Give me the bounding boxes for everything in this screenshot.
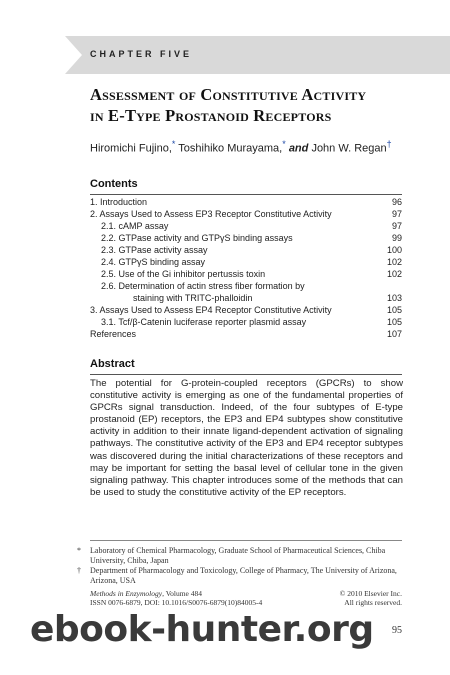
toc-entry-title: 2.6. Determination of actin stress fiber formation by bbox=[101, 281, 305, 291]
toc-entry[interactable] bbox=[90, 328, 402, 340]
affiliation-footnotes bbox=[77, 546, 403, 586]
author-2: Toshihiko Murayama, bbox=[178, 142, 283, 155]
toc-entry-title: 2. Assays Used to Assess EP3 Receptor Constitutive Activity bbox=[90, 209, 332, 219]
author-list bbox=[90, 139, 440, 155]
author-3: John W. Regan bbox=[311, 142, 387, 155]
publication-info bbox=[90, 589, 402, 607]
footnote-symbol: * bbox=[77, 546, 81, 555]
toc-entry-page: 105 bbox=[386, 305, 402, 315]
toc-entry[interactable] bbox=[90, 280, 402, 292]
contents-divider bbox=[90, 194, 402, 195]
toc-entry[interactable] bbox=[90, 232, 402, 244]
toc-entry[interactable] bbox=[90, 268, 402, 280]
chapter-banner-notch bbox=[65, 36, 82, 74]
toc-entry-title: References bbox=[90, 329, 137, 339]
toc-entry[interactable] bbox=[90, 220, 402, 232]
author-2-affiliation-mark: * bbox=[282, 139, 286, 149]
page-number: 95 bbox=[392, 625, 402, 636]
footnote-text: Laboratory of Chemical Pharmacology, Graduate School of Pharmaceutical Sciences, Chiba University, Chiba, Japan bbox=[90, 546, 386, 565]
footnote bbox=[77, 546, 403, 565]
toc-entry-page bbox=[382, 280, 402, 292]
toc-entry-page: 102 bbox=[386, 269, 402, 279]
toc-entry-page: 105 bbox=[386, 317, 402, 327]
chapter-title bbox=[90, 84, 440, 126]
toc-entry-title: 2.5. Use of the Gi inhibitor pertussis toxin bbox=[101, 269, 266, 279]
table-of-contents bbox=[90, 196, 402, 340]
toc-entry-page: 102 bbox=[386, 257, 402, 267]
toc-entry-page: 100 bbox=[386, 245, 402, 255]
chapter-title-line-2: in E-Type Prostanoid Receptors bbox=[90, 106, 332, 125]
toc-entry-page: 107 bbox=[386, 329, 402, 339]
toc-entry-page: 96 bbox=[391, 197, 402, 207]
toc-entry[interactable] bbox=[90, 244, 402, 256]
toc-entry[interactable] bbox=[90, 316, 402, 328]
toc-entry-title: 3.1. Tcf/β-Catenin luciferase reporter plasmid assay bbox=[101, 317, 307, 327]
abstract-heading: Abstract bbox=[90, 358, 135, 370]
author-1: Hiromichi Fujino, bbox=[90, 142, 172, 155]
toc-entry[interactable] bbox=[90, 208, 402, 220]
footnote bbox=[77, 566, 403, 585]
toc-entry-page: 97 bbox=[391, 221, 402, 231]
footnote-symbol: † bbox=[77, 566, 81, 576]
toc-entry-page: 99 bbox=[391, 233, 402, 243]
toc-entry-title: 1. Introduction bbox=[90, 197, 148, 207]
toc-entry-page: 97 bbox=[391, 209, 402, 219]
abstract-divider bbox=[90, 374, 402, 375]
author-1-affiliation-mark: * bbox=[171, 139, 176, 149]
toc-entry-title: 2.2. GTPase activity and GTPγS binding assays bbox=[101, 233, 293, 243]
journal-volume: , Volume 484 bbox=[162, 589, 203, 598]
watermark: ebook-hunter.org bbox=[30, 609, 374, 650]
copyright-notice: © 2010 Elsevier Inc. bbox=[339, 589, 402, 598]
chapter-label: CHAPTER FIVE bbox=[90, 49, 193, 59]
author-3-affiliation-mark: † bbox=[386, 139, 392, 149]
toc-entry-title: 2.3. GTPase activity assay bbox=[101, 245, 208, 255]
footnote-divider bbox=[90, 540, 402, 541]
toc-entry[interactable] bbox=[90, 304, 402, 316]
toc-entry-page: 103 bbox=[386, 293, 402, 303]
author-conjunction: and bbox=[288, 142, 309, 155]
footnote-text: Department of Pharmacology and Toxicology, College of Pharmacy, The University of Arizona, Arizona, USA bbox=[90, 566, 397, 585]
rights-notice: All rights reserved. bbox=[344, 598, 402, 607]
issn-doi: ISSN 0076-6879, DOI: 10.1016/S0076-6879(10)84005-4 bbox=[90, 598, 263, 607]
toc-entry-continuation[interactable] bbox=[90, 292, 402, 304]
toc-entry[interactable] bbox=[90, 256, 402, 268]
abstract-body: The potential for G-protein-coupled receptors (GPCRs) to show constitutive activity is emerging as one of the fundamental properties of GPCRs signal transduction. Indeed, of the four subtypes of E-type prostanoid (EP) receptors, the EP3 and EP4 subtypes show constitutive activity in addition to their innate ligand-dependent activation of signaling pathways. The constitutive activity of the EP3 and EP4 receptor subtypes was discovered during the initial characterizations of these receptors and may be important for setting the basal level of cellular tone in the given signaling pathway. This chapter introduces some of the methods that can be used to study the constitutive activity of the EP receptors. bbox=[90, 378, 403, 498]
contents-heading: Contents bbox=[90, 178, 138, 190]
journal-name: Methods in Enzymology bbox=[90, 589, 163, 598]
toc-entry[interactable] bbox=[90, 196, 402, 208]
toc-entry-title: staining with TRITC-phalloidin bbox=[133, 293, 253, 303]
toc-entry-title: 2.4. GTPγS binding assay bbox=[101, 257, 206, 267]
chapter-title-line-1: Assessment of Constitutive Activity bbox=[90, 85, 367, 104]
toc-entry-title: 3. Assays Used to Assess EP4 Receptor Constitutive Activity bbox=[90, 305, 332, 315]
toc-entry-title: 2.1. cAMP assay bbox=[101, 221, 169, 231]
